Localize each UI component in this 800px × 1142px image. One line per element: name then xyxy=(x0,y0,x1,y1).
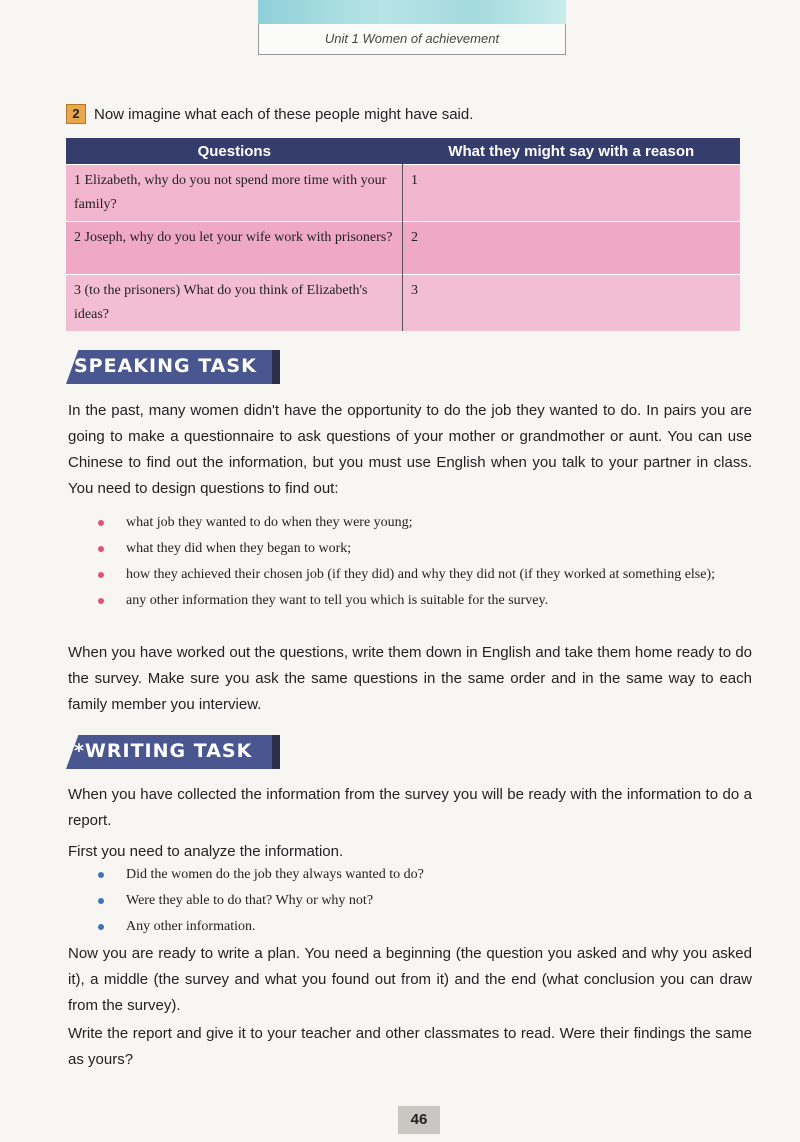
bullet-icon xyxy=(98,546,104,552)
bullet-icon xyxy=(98,572,104,578)
writing-plan: Now you are ready to write a plan. You need a beginning (the question you asked and why you asked it), a middle (the survey and what you found out from it) and the end (what conclusion you can draw from the survey). xyxy=(68,945,752,1014)
col-header-questions: Questions xyxy=(66,138,403,165)
col-header-answers: What they might say with a reason xyxy=(403,138,741,165)
page-number: 46 xyxy=(398,1106,440,1134)
bullet-icon xyxy=(98,872,104,878)
speaking-task-title: SPEAKING TASK xyxy=(74,355,257,377)
question-cell: 1 Elizabeth, why do you not spend more time with your family? xyxy=(66,165,403,222)
list-item: Any other information. xyxy=(96,914,756,940)
list-item: how they achieved their chosen job (if they did) and why they did not (if they worked at something else); xyxy=(96,562,756,588)
list-item: what they did when they began to work; xyxy=(96,536,756,562)
unit-label: Unit 1 Women of achievement xyxy=(258,24,566,55)
list-item: what job they wanted to do when they were young; xyxy=(96,510,756,536)
bullet-icon xyxy=(98,924,104,930)
answer-cell: 1 xyxy=(403,165,741,222)
writing-task-title: *WRITING TASK xyxy=(74,740,253,762)
bullet-icon xyxy=(98,598,104,604)
speaking-intro: In the past, many women didn't have the opportunity to do the job they wanted to do. In pairs you are going to make a questionnaire to ask questions of your mother or grandmother or aunt. You can use Chinese to find out the information, but you must use English when you talk to your partner in class. You need to design questions to find out: xyxy=(68,402,752,497)
questions-table xyxy=(66,138,740,331)
speaking-task-banner xyxy=(66,350,272,384)
bullet-icon xyxy=(98,898,104,904)
writing-task-banner xyxy=(66,735,272,769)
table-header-row xyxy=(66,138,740,165)
table-row xyxy=(66,275,740,332)
writing-bullet-list xyxy=(96,862,756,940)
list-item: Did the women do the job they always wanted to do? xyxy=(96,862,756,888)
question-cell: 2 Joseph, why do you let your wife work with prisoners? xyxy=(66,222,403,275)
writing-intro: When you have collected the information from the survey you will be ready with the information to do a report. xyxy=(68,786,752,829)
exercise-number: 2 xyxy=(66,104,86,124)
speaking-closing: When you have worked out the questions, write them down in English and take them home ready to do the survey. Make sure you ask the same questions in the same order and in the same way to each family member you interview. xyxy=(68,644,752,713)
exercise-heading xyxy=(66,104,473,124)
header-decoration xyxy=(258,0,566,24)
bullet-icon xyxy=(98,520,104,526)
list-item: any other information they want to tell you which is suitable for the survey. xyxy=(96,588,756,614)
exercise-instruction: Now imagine what each of these people might have said. xyxy=(94,105,474,123)
question-cell: 3 (to the prisoners) What do you think of Elizabeth's ideas? xyxy=(66,275,403,332)
answer-cell: 3 xyxy=(403,275,741,332)
speaking-bullet-list xyxy=(96,510,756,614)
table-row xyxy=(66,222,740,275)
list-item: Were they able to do that? Why or why not? xyxy=(96,888,756,914)
writing-closing: Write the report and give it to your teacher and other classmates to read. Were their findings the same as yours? xyxy=(68,1025,752,1068)
table-row xyxy=(66,165,740,222)
writing-analyze: First you need to analyze the information. xyxy=(68,843,344,860)
answer-cell: 2 xyxy=(403,222,741,275)
